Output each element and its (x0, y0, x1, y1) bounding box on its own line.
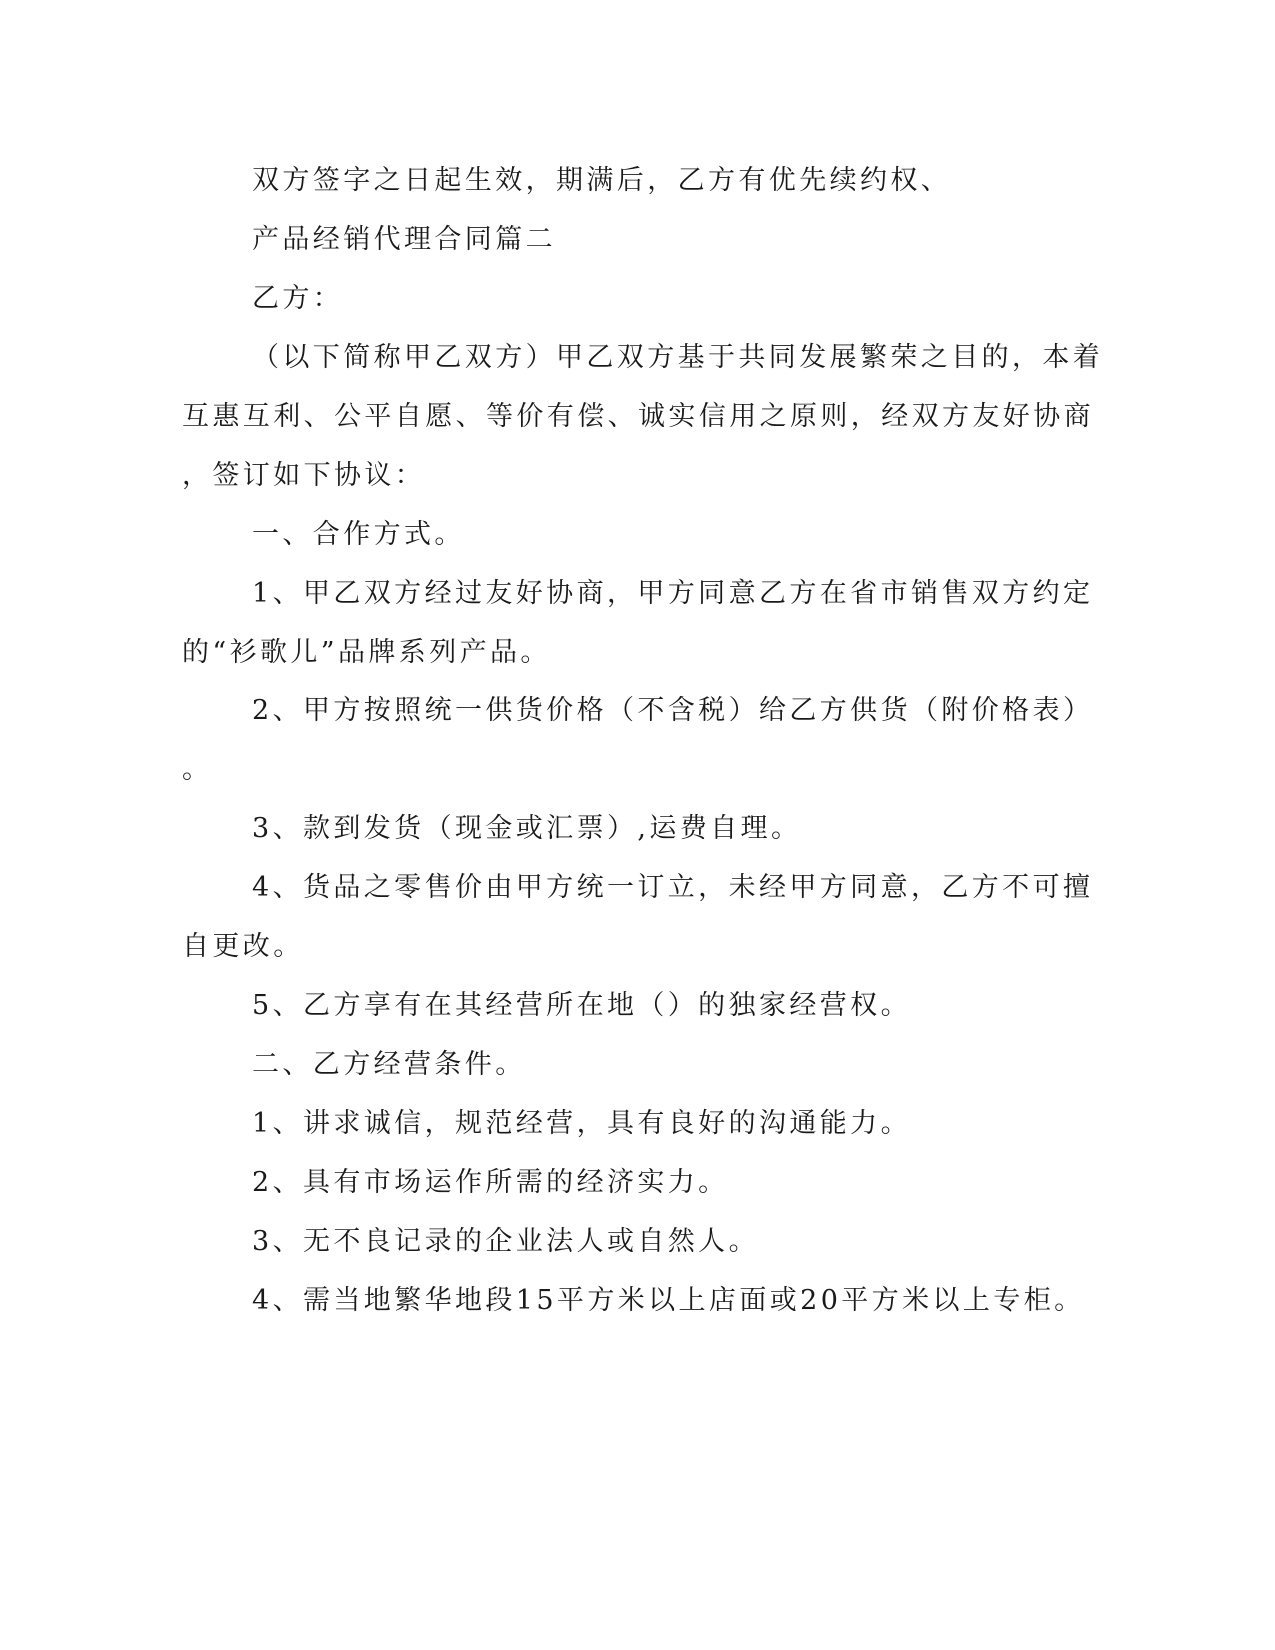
paragraph-line: 1、甲乙双方经过友好协商，甲方同意乙方在省市销售双方约定 (252, 578, 1094, 609)
paragraph-line: 3、款到发货（现金或汇票）,运费自理。 (252, 813, 802, 844)
paragraph-line: 4、需当地繁华地段15平方米以上店面或20平方米以上专柜。 (252, 1285, 1085, 1316)
section-heading: 二、乙方经营条件。 (252, 1049, 526, 1080)
paragraph-line: 双方签字之日起生效，期满后，乙方有优先续约权、 (252, 165, 952, 196)
paragraph-line: ，签订如下协议： (182, 460, 426, 491)
paragraph-line: 2、甲方按照统一供货价格（不含税）给乙方供货（附价格表） (252, 695, 1094, 726)
paragraph-line: 5、乙方享有在其经营所在地（）的独家经营权。 (252, 990, 911, 1021)
paragraph-line: 的“衫歌儿”品牌系列产品。 (182, 637, 551, 668)
paragraph-line: 1、讲求诚信，规范经营，具有良好的沟通能力。 (252, 1108, 911, 1139)
paragraph-line: 2、具有市场运作所需的经济实力。 (252, 1167, 729, 1198)
party-label: 乙方： (252, 283, 344, 314)
paragraph-line: 自更改。 (182, 931, 304, 962)
paragraph-line: 4、货品之零售价由甲方统一订立，未经甲方同意，乙方不可擅 (252, 872, 1094, 903)
paragraph-line: （以下简称甲乙双方）甲乙双方基于共同发展繁荣之目的，本着 (252, 342, 1104, 373)
paragraph-line: 互惠互利、公平自愿、等价有偿、诚实信用之原则，经双方友好协商 (182, 401, 1094, 432)
section-heading: 一、合作方式。 (252, 519, 465, 550)
section-title: 产品经销代理合同篇二 (252, 224, 556, 255)
paragraph-line: 3、无不良记录的企业法人或自然人。 (252, 1226, 759, 1257)
paragraph-line: 。 (182, 754, 213, 785)
